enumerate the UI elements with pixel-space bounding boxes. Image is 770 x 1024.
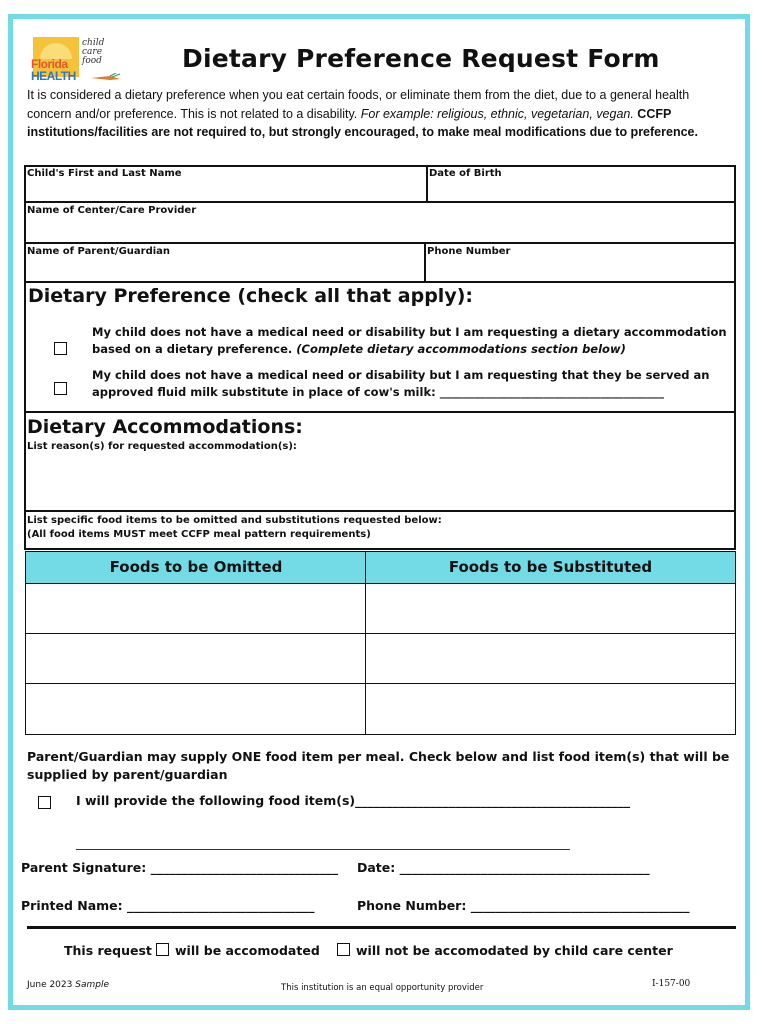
omitted-cell[interactable]	[25, 683, 367, 735]
option-note: (Complete dietary accommodations section below)	[296, 342, 626, 356]
food-items-note: (All food items MUST meet CCFP meal pattern requirements)	[27, 529, 371, 540]
ccfp-logo-word: child	[82, 38, 105, 48]
supply-text-line-1: Parent/Guardian may supply ONE food item per meal. Check below and list food item(s) that will be	[27, 749, 730, 764]
preference-title: Dietary Preference (check all that apply):	[28, 285, 473, 307]
will-accommodate-label: will be accomodated	[175, 943, 320, 958]
child-name-field[interactable]	[27, 182, 423, 200]
reason-field[interactable]	[27, 456, 733, 508]
divider	[426, 165, 428, 203]
intro-example: For example: religious, ethnic, vegetarian, vegan.	[360, 106, 638, 121]
parent-field[interactable]	[27, 260, 421, 280]
printed-name-field[interactable]: Printed Name: ______________________________	[21, 898, 315, 913]
parent-label: Name of Parent/Guardian	[27, 246, 171, 257]
option-text: approved fluid milk substitute in place of cow's milk: _______________________________________	[92, 385, 664, 399]
header-foods-omitted: Foods to be Omitted	[25, 551, 367, 585]
preference-option-2-checkbox[interactable]	[54, 382, 67, 395]
provide-food-line[interactable]: I will provide the following food item(s)____________________________________________	[76, 793, 631, 808]
request-prefix: This request	[64, 943, 152, 958]
preference-option-2	[92, 367, 732, 401]
form-code: I-157-00	[652, 979, 691, 989]
preference-option-1	[92, 324, 732, 358]
signature-phone-field[interactable]: Phone Number: ___________________________________	[357, 898, 690, 913]
option-text: My child does not have a medical need or disability but I am requesting that they be served an	[92, 368, 710, 382]
parent-signature-field[interactable]: Parent Signature: ______________________________	[21, 860, 339, 875]
dob-label: Date of Birth	[429, 168, 502, 179]
intro-note: CCFP institutions/facilities are not required to, but strongly encouraged, to make meal modifications due to preference.	[27, 106, 698, 139]
reason-label: List reason(s) for requested accommodation(s):	[27, 441, 297, 452]
equal-opportunity-statement: This institution is an equal opportunity provider	[281, 983, 484, 993]
center-field[interactable]	[27, 219, 733, 241]
logo-text-florida: Florida	[31, 57, 68, 71]
will-accommodate-checkbox[interactable]	[156, 943, 169, 956]
option-text: based on a dietary preference.	[92, 342, 297, 356]
section-divider	[27, 926, 736, 929]
substituted-cell[interactable]	[365, 683, 736, 735]
intro-text: It is considered a dietary preference when you eat certain foods, or eliminate them from the diet, due to a general health concern and/or preference. This is not related to a disability.	[27, 88, 690, 121]
divider	[424, 242, 426, 283]
footer-date	[27, 980, 109, 990]
will-not-accommodate-checkbox[interactable]	[337, 943, 350, 956]
signature-date-field[interactable]: Date: ________________________________________	[357, 860, 650, 875]
vegetable-icon	[90, 73, 122, 81]
ccfp-logo-word: food	[82, 56, 102, 66]
provide-food-line-2[interactable]: _______________________________________________________________________________	[76, 835, 570, 850]
will-not-accommodate-label: will not be accomodated by child care center	[356, 943, 673, 958]
ccfp-logo	[82, 39, 104, 66]
footer-sample: Sample	[75, 980, 109, 990]
center-label: Name of Center/Care Provider	[27, 205, 197, 216]
phone-field[interactable]	[428, 260, 733, 280]
substituted-cell[interactable]	[365, 633, 736, 685]
preference-option-1-checkbox[interactable]	[54, 342, 67, 355]
provide-food-checkbox[interactable]	[38, 796, 51, 809]
page-title: Dietary Preference Request Form	[182, 44, 660, 73]
footer-date-text: June 2023	[27, 980, 73, 990]
intro-paragraph	[27, 86, 737, 142]
ccfp-logo-word: care	[82, 47, 103, 57]
accommodations-title: Dietary Accommodations:	[27, 416, 303, 438]
option-text: My child does not have a medical need or disability but I am requesting a dietary accommodation	[92, 325, 727, 339]
florida-health-logo	[30, 37, 125, 87]
child-name-label: Child's First and Last Name	[27, 168, 182, 179]
supply-text-line-2: supplied by parent/guardian	[27, 767, 228, 782]
substituted-cell[interactable]	[365, 583, 736, 635]
omitted-cell[interactable]	[25, 633, 367, 685]
phone-label: Phone Number	[427, 246, 511, 257]
logo-text-health: HEALTH	[31, 69, 76, 83]
omitted-cell[interactable]	[25, 583, 367, 635]
header-foods-substituted: Foods to be Substituted	[365, 551, 736, 585]
dob-field[interactable]	[430, 182, 733, 200]
option-text	[92, 341, 732, 358]
food-items-label: List specific food items to be omitted and substitutions requested below:	[27, 515, 442, 526]
